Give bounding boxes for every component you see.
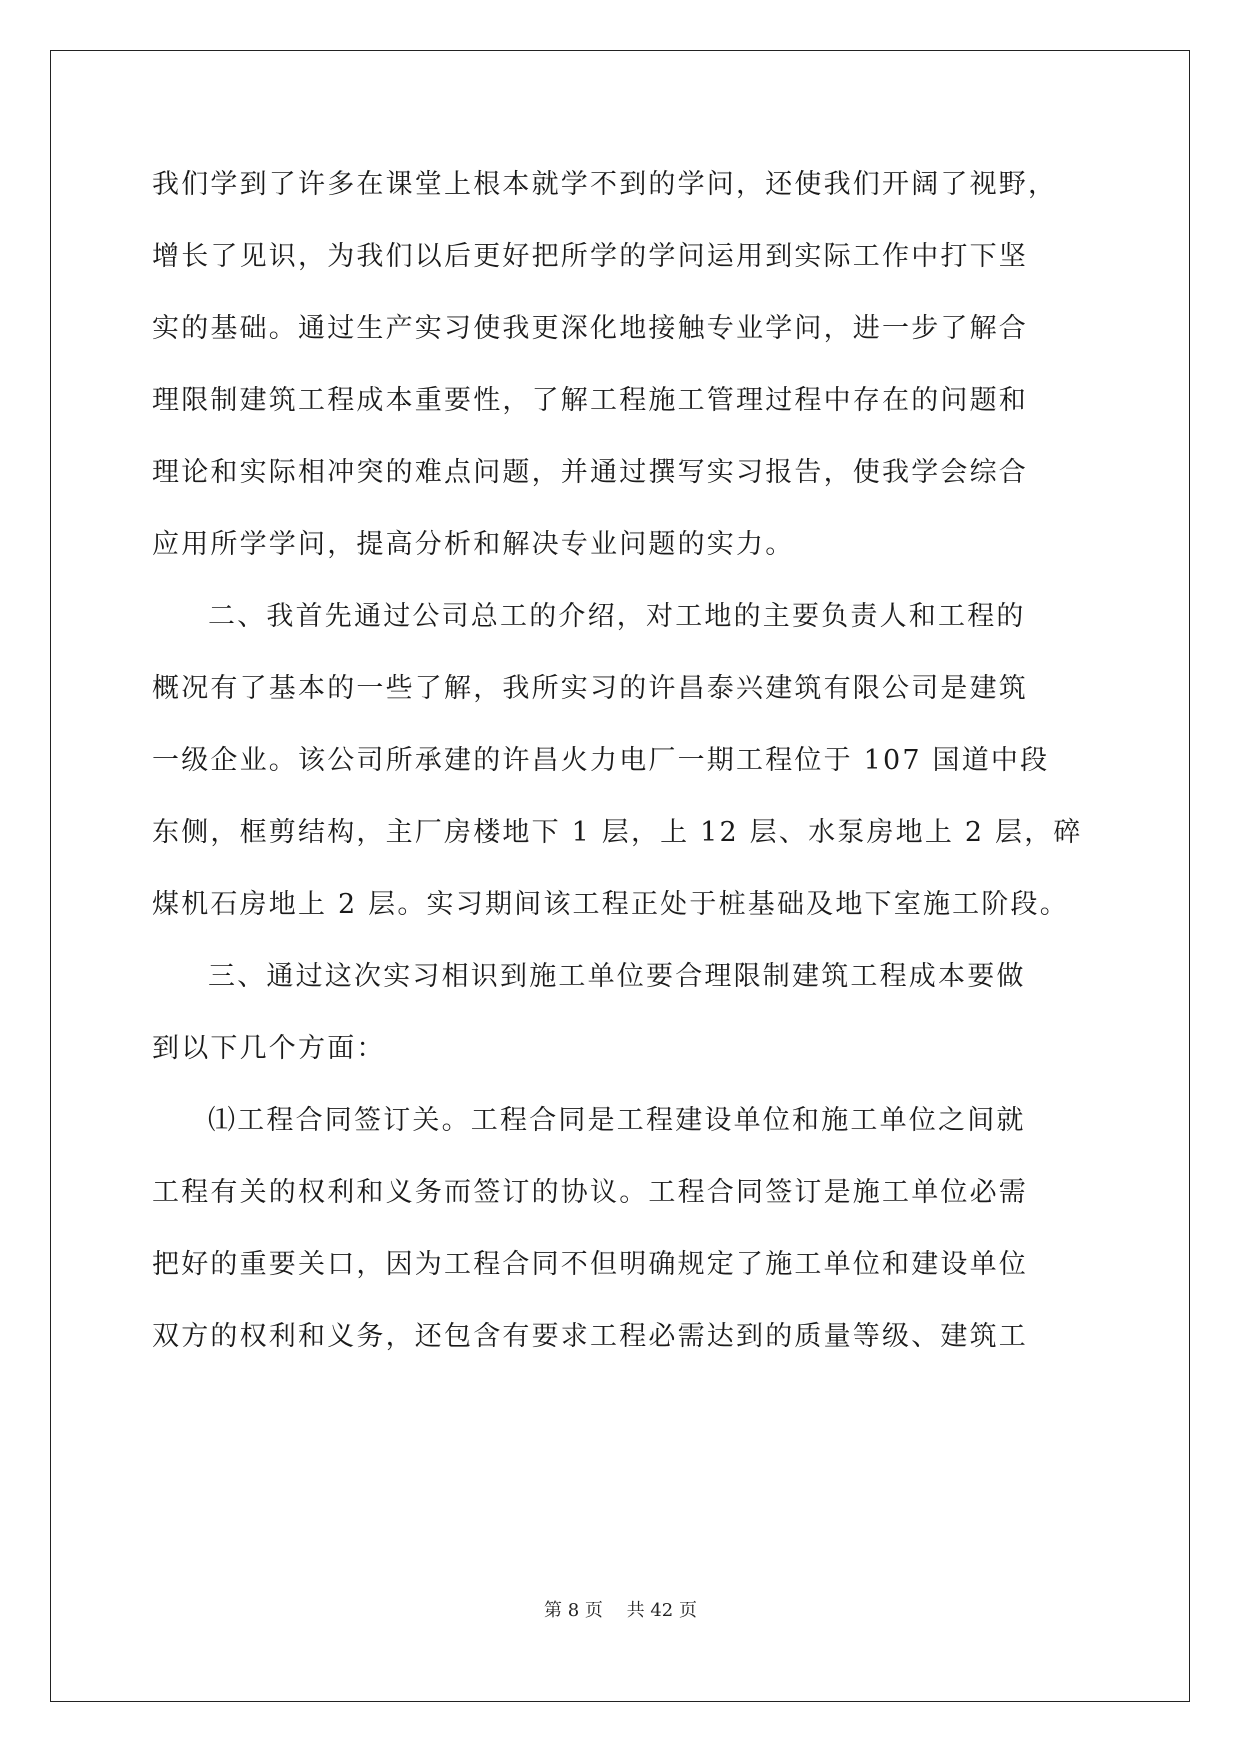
text-line: 双方的权利和义务，还包含有要求工程必需达到的质量等级、建筑工 <box>152 1321 1028 1352</box>
text-line: 我们学到了许多在课堂上根本就学不到的学问，还使我们开阔了视野， <box>152 169 1058 200</box>
text-line: 煤机石房地上 2 层。实习期间该工程正处于桩基础及地下室施工阶段。 <box>152 889 1069 920</box>
text-line: 一级企业。该公司所承建的许昌火力电厂一期工程位于 107 国道中段 <box>152 745 1050 776</box>
paragraph-start-line: ⑴工程合同签订关。工程合同是工程建设单位和施工单位之间就 <box>208 1105 1026 1136</box>
text-line: 把好的重要关口，因为工程合同不但明确规定了施工单位和建设单位 <box>152 1249 1028 1280</box>
text-line: 概况有了基本的一些了解，我所实习的许昌泰兴建筑有限公司是建筑 <box>152 673 1028 704</box>
text-line: 理论和实际相冲突的难点问题，并通过撰写实习报告，使我学会综合 <box>152 457 1028 488</box>
text-line: 应用所学学问，提高分析和解决专业问题的实力。 <box>152 529 795 560</box>
page-number: 第 8 页 共 42 页 <box>544 1600 697 1621</box>
text-line: 东侧，框剪结构，主厂房楼地下 1 层，上 12 层、水泵房地上 2 层，碎 <box>152 817 1083 848</box>
text-line: 到以下几个方面： <box>152 1033 386 1064</box>
text-line: 工程有关的权利和义务而签订的协议。工程合同签订是施工单位必需 <box>152 1177 1028 1208</box>
text-line: 增长了见识，为我们以后更好把所学的学问运用到实际工作中打下坚 <box>152 241 1028 272</box>
page-border <box>50 50 1190 1702</box>
text-line: 实的基础。通过生产实习使我更深化地接触专业学问，进一步了解合 <box>152 313 1028 344</box>
paragraph-start-line: 二、我首先通过公司总工的介绍，对工地的主要负责人和工程的 <box>208 601 1026 632</box>
text-line: 理限制建筑工程成本重要性，了解工程施工管理过程中存在的问题和 <box>152 385 1028 416</box>
paragraph-start-line: 三、通过这次实习相识到施工单位要合理限制建筑工程成本要做 <box>208 961 1026 992</box>
